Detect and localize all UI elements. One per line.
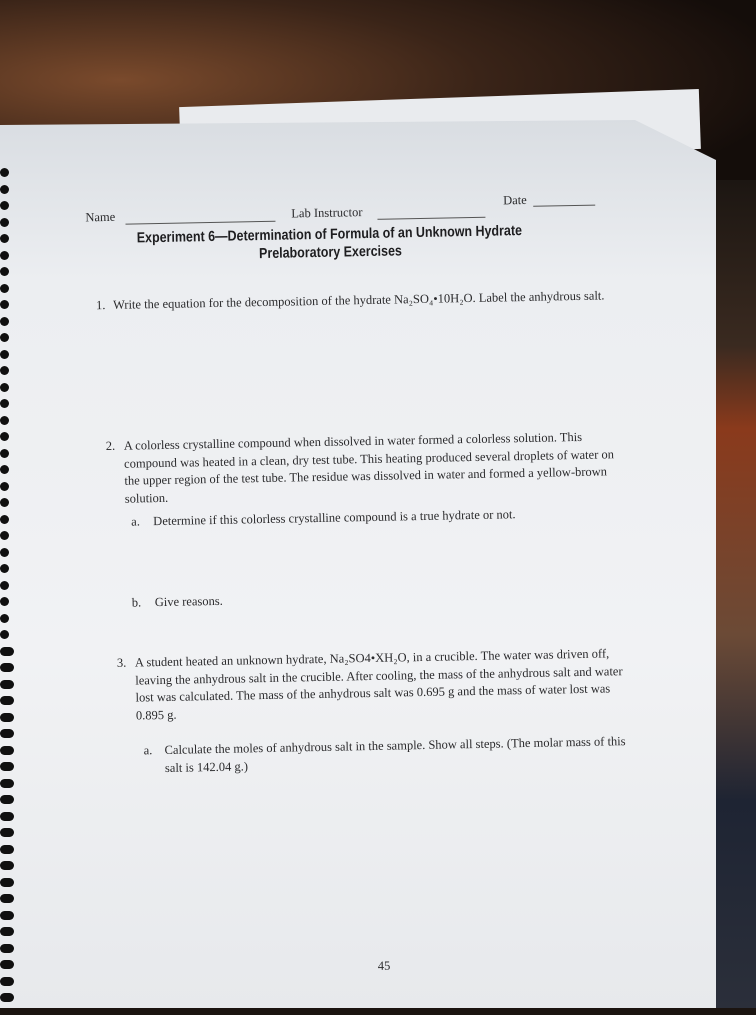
q2b-label: b. [131,595,142,610]
name-line [125,221,275,225]
q2-text: A colorless crystalline compound when dissolved in water formed a colorless solution. This compound was heated in a clean, dry test tube. This heating produced several droplets of water on the upper region of the test tube. The residue was dissolved in water and formed a yellow-brown solution. [123,429,615,506]
q1-text: Write the equation for the decomposition of the hydrate Na₂SO₄•10H₂O. Label the anhydrous salt. [112,288,605,312]
page-title: Experiment 6—Determination of Formula of an Unknown Hydrate [136,223,523,247]
date-line [533,205,595,207]
date-label: Date [502,192,527,208]
page-number: 45 [377,958,391,973]
instructor-label: Lab Instructor [291,205,363,221]
q3a-label: a. [143,743,153,758]
instructor-line [377,217,485,220]
q2a-text: Determine if this colorless crystalline compound is a true hydrate or not. [153,507,516,529]
q2a-label: a. [131,514,141,529]
q3-number: 3. [116,655,127,670]
q2b-text: Give reasons. [154,593,223,610]
q1-number: 1. [95,298,106,313]
q3-text: A student heated an unknown hydrate, Na₂SO4•XH₂O, in a crucible. The water was driven off, leaving the anhydrous salt in the crucible. After cooling, the mass of the anhydrous salt and water lost was calculated. The mass of the anhydrous salt was 0.695 g and the mass of water lost was 0.895 g. [134,646,623,723]
page-subtitle: Prelaboratory Exercises [258,243,403,263]
name-label: Name [85,209,116,225]
q3a-text: Calculate the moles of anhydrous salt in the sample. Show all steps. (The molar mass of this salt is 142.04 g.) [164,734,626,775]
q2-number: 2. [105,438,116,454]
